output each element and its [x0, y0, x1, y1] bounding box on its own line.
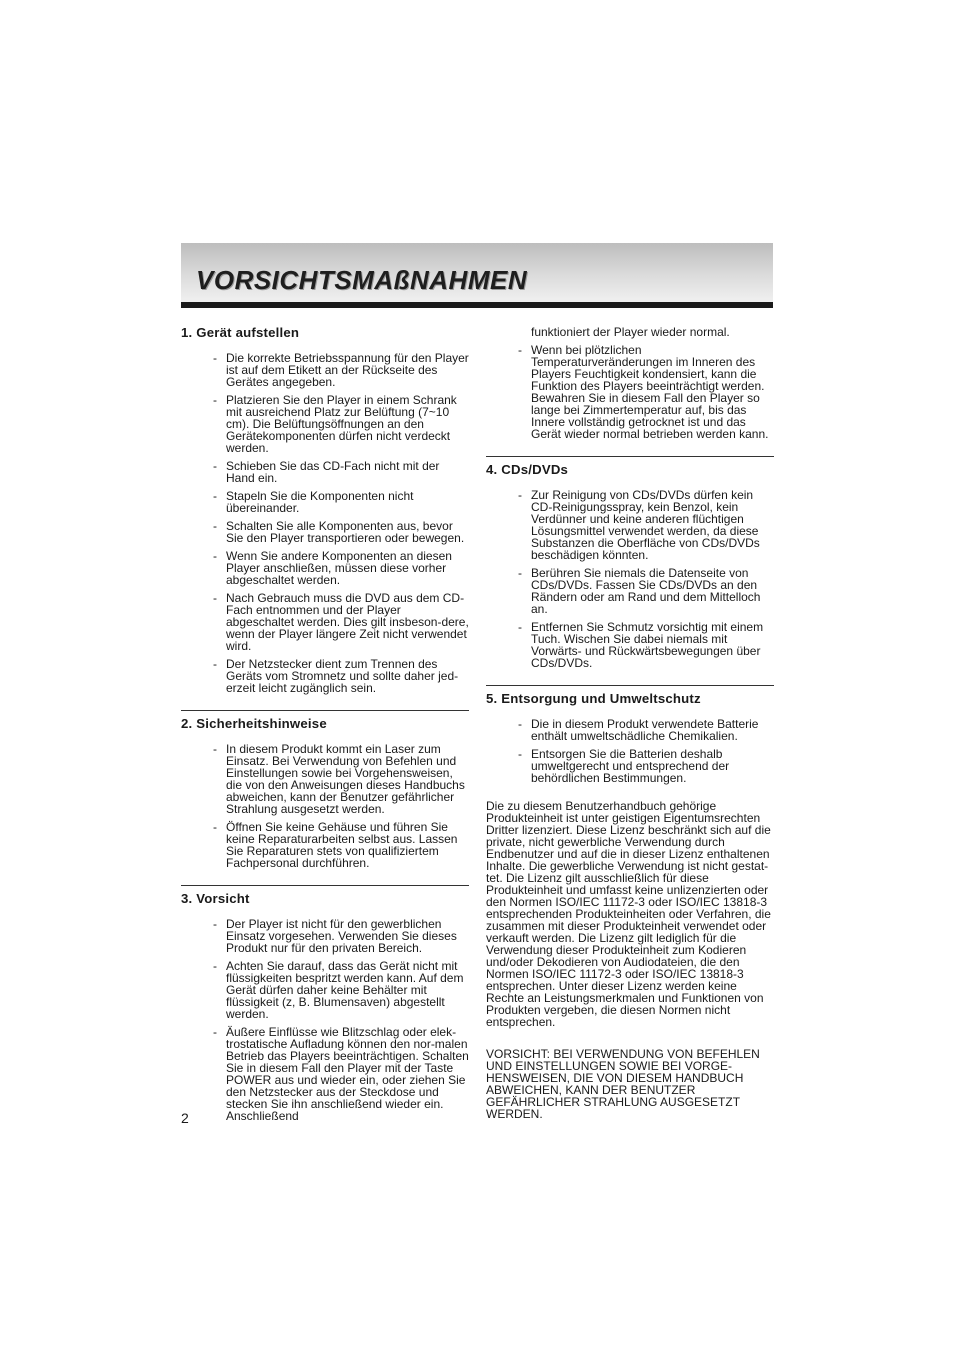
section-heading: 3. Vorsicht [181, 891, 250, 906]
continued-text: funktioniert der Player wieder normal. [531, 325, 730, 339]
license-paragraph: Die zu diesem Benutzerhandbuch gehörige Produkteinheit ist unter geistigen Eigentumsrechten Dritter lizenziert. Diese Lizenz beschränkt sich auf die private, nicht gewerbliche Verwendung durch Endbenutzer und auf die in dieser Lizenz enthaltenen Inhalte. Die gewerbliche Verwendung ist nicht gestat-tet. Die Lizenz gilt ausschließlich für diese Produkteinheit und umfasst keine unlizenzierten oder den Normen ISO/IEC 11172-3 oder ISO/IEC 13818-3 entsprechenden Produkteinheiten oder Verfahren, die zusammen mit dieser Produkteinheit verwendet oder verkauft werden. Die Lizenz gilt lediglich für die Verwendung dieser Produkteinheit zum Kodieren und/oder Dekodieren von Audiodateien, die den Normen ISO/IEC 11172-3 oder ISO/IEC 13818-3 entsprechen. Unter dieser Lizenz werden keine Rechte an Leistungsmerkmalen und Funktionen von Produkten vergeben, die diesen Normen nicht entsprechen. [486, 799, 771, 1029]
list-item: - Der Player ist nicht für den gewerblichen Einsatz vorgesehen. Verwenden Sie dieses Produkt nur für den privaten Bereich. [226, 918, 469, 954]
bullet-list [181, 743, 469, 869]
section-safety [181, 710, 469, 869]
right-column [486, 326, 774, 1140]
list-item: - Der Netzstecker dient zum Trennen des Geräts vom Stromnetz und sollte daher jed-erzeit leicht zugänglich sein. [226, 658, 469, 694]
bullet-list [486, 489, 774, 669]
list-item: - Wenn bei plötzlichen Temperaturveränderungen im Inneren des Players Feuchtigkeit kondensiert, kann die Funktion des Players beeinträchtigt werden. Bewahren Sie in diesem Fall den Player so lange bei Zimmertemperatur auf, bis das Innere vollständig getrocknet ist und das Gerät wieder normal betrieben werden kann. [531, 344, 774, 440]
list-item: - Wenn Sie andere Komponenten an diesen Player anschließen, müssen diese vorher abgeschaltet werden. [226, 550, 469, 586]
section-heading: 4. CDs/DVDs [486, 462, 569, 477]
list-item: - Die korrekte Betriebsspannung für den Player ist auf dem Etikett an der Rückseite des Gerätes angegeben. [226, 352, 469, 388]
list-item: - Entfernen Sie Schmutz vorsichtig mit einem Tuch. Wischen Sie dabei niemals mit Vorwärts- und Rückwärtsbewegungen über CDs/DVDs. [531, 621, 774, 669]
bullet-list [181, 918, 469, 1122]
section-disposal [486, 685, 774, 784]
list-item: - Achten Sie darauf, dass das Gerät nicht mit flüssigkeiten bespritzt werden kann. Auf dem Gerät dürfen daher keine Behälter mit flüssigkeit (z, B. Blumensaven) abgestellt werden. [226, 960, 469, 1020]
list-item: - Die in diesem Produkt verwendete Batterie enthält umweltschädliche Chemikalien. [531, 718, 774, 742]
list-item: - Entsorgen Sie die Batterien deshalb umweltgerecht und entsprechend der behördlichen Bestimmungen. [531, 748, 774, 784]
section-device-setup [181, 324, 469, 694]
bullet-list [486, 718, 774, 784]
list-item: - Öffnen Sie keine Gehäuse und führen Sie keine Reparaturarbeiten selbst aus. Lassen Sie Reparaturen stets von qualifiziertem Fachpersonal durchführen. [226, 821, 469, 869]
page-number: 2 [181, 1110, 189, 1126]
list-item: - Schalten Sie alle Komponenten aus, bevor Sie den Player transportieren oder bewegen. [226, 520, 469, 544]
list-item: - Stapeln Sie die Komponenten nicht übereinander. [226, 490, 469, 514]
section-heading: 1. Gerät aufstellen [181, 325, 300, 340]
title-rule [181, 302, 773, 308]
list-item: - In diesem Produkt kommt ein Laser zum Einsatz. Bei Verwendung von Befehlen und Einstellungen sowie bei Vorgehensweisen, die von den Anweisungen dieses Handbuchs abweichen, kann der Benutzer gefährlicher Strahlung ausgesetzt werden. [226, 743, 469, 815]
list-item: - Platzieren Sie den Player in einem Schrank mit ausreichend Platz zur Belüftung (7~10 cm). Die Belüftungsöffnungen an den Gerätekomponenten dürfen nicht verdeckt werden. [226, 394, 469, 454]
list-item: - Berühren Sie niemals die Datenseite von CDs/DVDs. Fassen Sie CDs/DVDs an den Rändern oder am Rand und dem Mittelloch an. [531, 567, 774, 615]
bullet-list [486, 344, 774, 440]
list-item: - Äußere Einflüsse wie Blitzschlag oder elek-trostatische Aufladung können den nor-malen Betrieb das Players beeinträchtigen. Schalten Sie in diesem Fall den Player mit der Taste POWER aus und wieder ein, oder ziehen Sie den Netzstecker aus der Steckdose und stecken Sie ihn anschließend wieder ein. Anschließend [226, 1026, 469, 1122]
section-caution-continued [486, 344, 774, 440]
left-column [181, 320, 469, 1138]
warning-paragraph: VORSICHT: BEI VERWENDUNG VON BEFEHLEN UND EINSTELLUNGEN SOWIE BEI VORGE-HENSWEISEN, DIE VON DIESEM HANDBUCH ABWEICHEN, KANN DER BENUTZER GEFÄHRLICHER STRAHLUNG AUSGESETZT WERDEN. [486, 1047, 760, 1121]
section-heading: 5. Entsorgung und Umweltschutz [486, 691, 701, 706]
section-discs [486, 456, 774, 669]
list-item: - Schieben Sie das CD-Fach nicht mit der Hand ein. [226, 460, 469, 484]
bullet-list [181, 352, 469, 694]
list-item: - Nach Gebrauch muss die DVD aus dem CD-Fach entnommen und der Player abgeschaltet werden. Dies gilt insbeson-dere, wenn der Player längere Zeit nicht verwendet wird. [226, 592, 469, 652]
page-title: VORSICHTSMAßNAHMEN [196, 265, 528, 295]
section-caution [181, 885, 469, 1122]
list-item: - Zur Reinigung von CDs/DVDs dürfen kein CD-Reinigungsspray, kein Benzol, kein Verdünner und keine anderen flüchtigen Lösungsmittel verwendet werden, da diese Substanzen die Oberfläche von CDs/DVDs beschädigen könnten. [531, 489, 774, 561]
section-heading: 2. Sicherheitshinweise [181, 716, 327, 731]
